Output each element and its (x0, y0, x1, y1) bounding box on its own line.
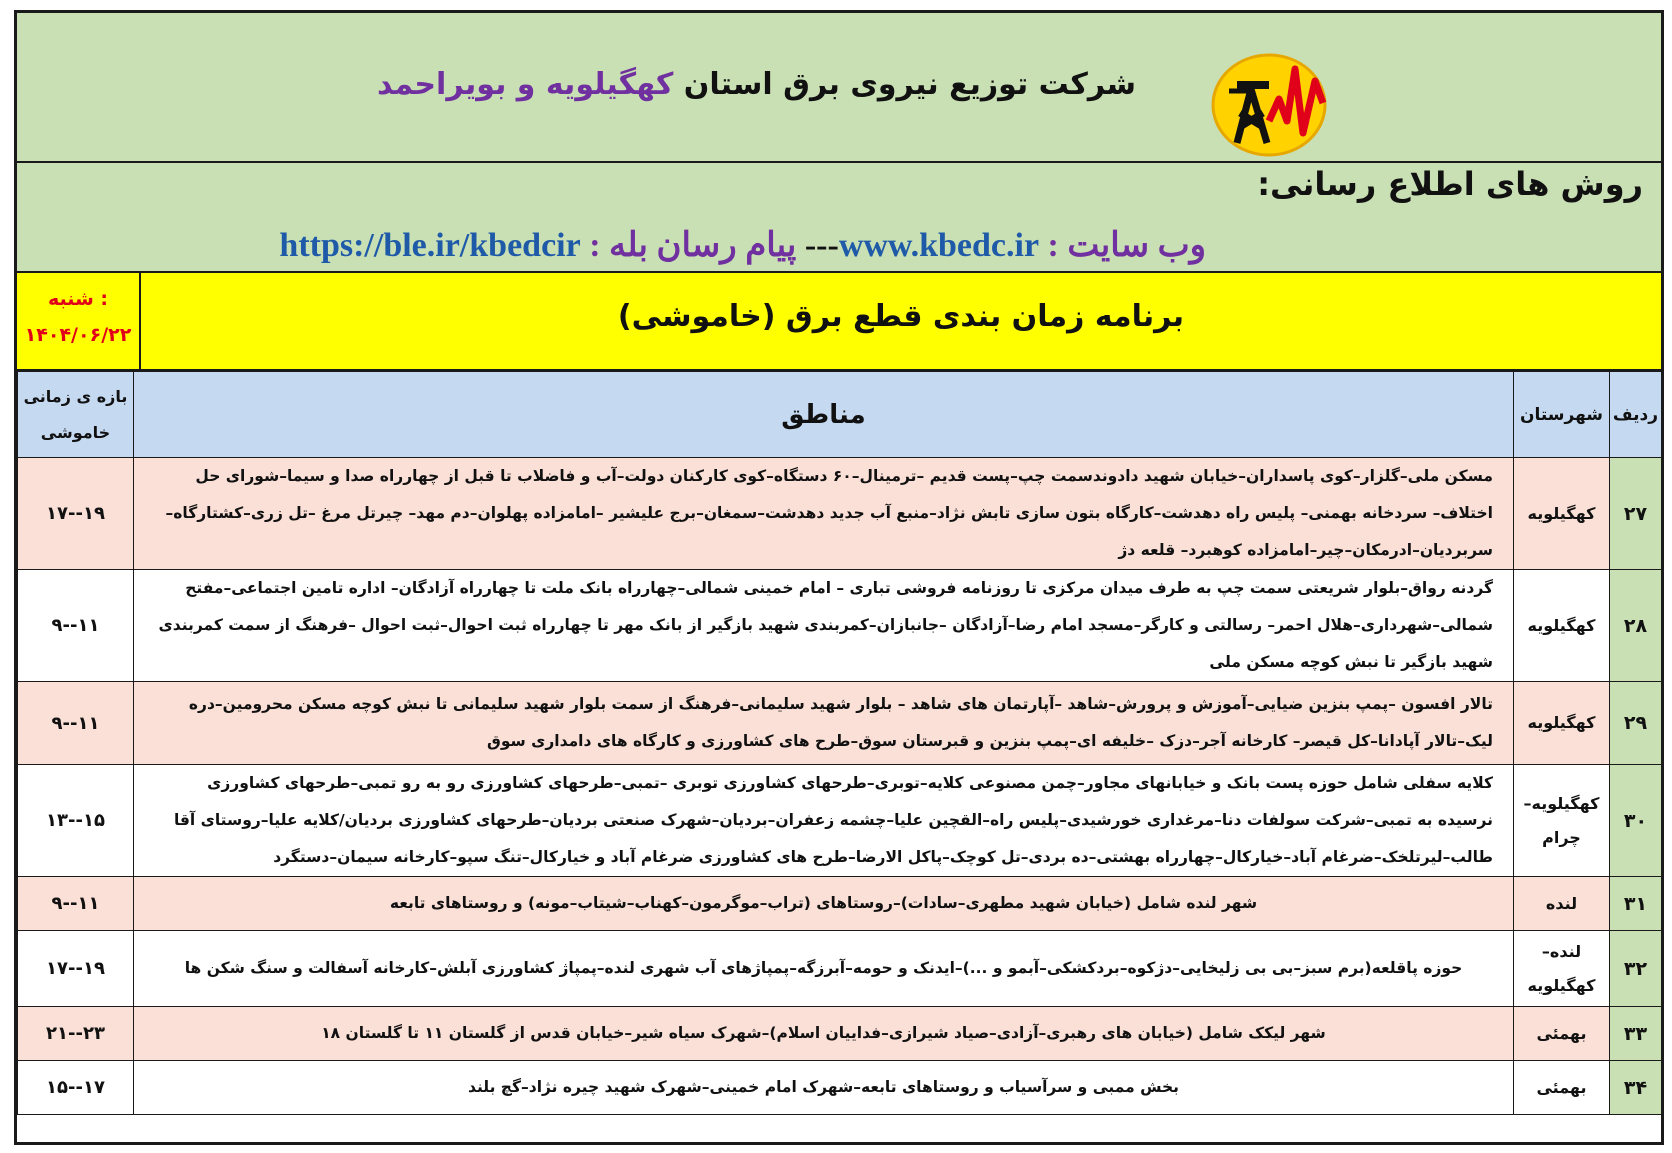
company-banner (17, 13, 1661, 163)
row-time-window: ۱۱--۹ (18, 877, 134, 931)
row-city: لنده (1514, 877, 1610, 931)
row-number: ۲۷ (1610, 458, 1662, 570)
row-time-window: ۱۹--۱۷ (18, 931, 134, 1007)
table-row (18, 765, 1662, 877)
contact-line (279, 225, 1206, 265)
website-label: وب سایت : (1047, 227, 1206, 264)
row-time-window: ۱۱--۹ (18, 570, 134, 682)
row-areas: مسکن ملی–گلزار–کوی پاسداران–خیابان شهید دادوندسمت چپ–پست قدیم –ترمینال–۶۰ دستگاه–کوی کارکنان دولت–آب و فاضلاب تا قبل از چهارراه صدا و سیما–شورای حل اختلاف– سردخانه بهمنی– پلیس راه دهدشت–کارگاه بتون سازی تابش نژاد–منبع آب جدید دهدشت–سمغان–برج علیشیر –امامزاده پهلوان–دم مهد– چیرتل مرغ –تل زری–کشتارگاه–سربردیان–ادرمکان–چیر–امامزاده کوهبرد– قلعه دژ (134, 458, 1514, 570)
row-time-window: ۱۹--۱۷ (18, 458, 134, 570)
table-header-row (18, 372, 1662, 458)
row-city: کهگیلویه (1514, 682, 1610, 765)
row-city: کهگیلویه– چرام (1514, 765, 1610, 877)
row-areas: تالار افسون –پمپ بنزین ضیایی–آموزش و پرورش–شاهد –آپارتمان های شاهد – بلوار شهید سلیمانی–فرهنگ از سمت بلوار شهید سلیمانی تا نبش کوچه مسکن محرومین–دره لیک–تالار آپادانا–کل قیصر– کارخانه آجر–دزک –خلیفه ای–پمپ بنزین و قبرستان سوق–طرح های کشاورزی و کارگاه های دامداری سوق (134, 682, 1514, 765)
row-number: ۳۲ (1610, 931, 1662, 1007)
website-link[interactable]: www.kbedc.ir (838, 227, 1040, 264)
row-time-window: ۱۱--۹ (18, 682, 134, 765)
row-time-window: ۱۵--۱۳ (18, 765, 134, 877)
table-row (18, 458, 1662, 570)
company-logo-icon (1207, 51, 1337, 159)
schedule-sheet (14, 10, 1664, 1145)
row-time-window: ۲۳--۲۱ (18, 1007, 134, 1061)
contact-separator: --- (804, 227, 839, 264)
table-row (18, 682, 1662, 765)
row-areas: گردنه رواق–بلوار شریعتی سمت چپ به طرف میدان مرکزی تا روزنامه فروشی تباری – امام خمینی شمالی–چهارراه بانک ملت تا چهارراه آزادگان– اداره تامین اجتماعی–مفتح شمالی–شهرداری–هلال احمر– رسالتی و کارگر–مسجد امام رضا–آزادگان –جانبازان–کمربندی شهید بازگیر از بانک مهر تا چهارراه ثبت احوال–ثبت احوال –فرهنگ از سمت کمربندی شهید بازگیر تا نبش کوچه مسکن ملی (134, 570, 1514, 682)
table-row (18, 1007, 1662, 1061)
row-areas: شهر لنده شامل (خیابان شهید مطهری–سادات)–روستاهای (تراب–موگرمون–کهناب–شیتاب–مونه) و روستاهای تابعه (134, 877, 1514, 931)
header-city: شهرستان (1514, 372, 1610, 458)
date-value: ۱۴۰۴/۰۶/۲۲ (24, 324, 132, 346)
province-name: کهگیلویه و بویراحمد (376, 67, 674, 102)
row-areas: شهر لیکک شامل (خیابان های رهبری–آزادی–صیاد شیرازی–فداییان اسلام)–شهرک سیاه شیر–خیابان قدس از گلستان ۱۱ تا گلستان ۱۸ (134, 1007, 1514, 1061)
messenger-link[interactable]: https://ble.ir/kbedcir (279, 227, 581, 264)
row-city: بهمئی (1514, 1061, 1610, 1115)
row-city: بهمئی (1514, 1007, 1610, 1061)
header-row-number: ردیف (1610, 372, 1662, 458)
row-areas: حوزه پاقلعه(برم سبز–بی بی زلیخایی–دژکوه–بردکشکی–آبمو و ...)–ایدنک و حومه–آبرزگه–پمپاژهای آب شهری لنده–پمپاژ کشاورزی آبلش–کارخانه آسفالت و سنگ شکن ها (134, 931, 1514, 1007)
row-areas: کلایه سفلی شامل حوزه پست بانک و خیابانهای مجاور–چمن مصنوعی کلایه–توبری–طرحهای کشاورزی توبری –تمبی–طرحهای کشاورزی رو به رو تمبی–طرحهای کشاورزی نرسیده به تمبی–شرکت سولفات دنا–مرغداری خورشیدی–پلیس راه–القچین علیا–چشمه زعفران–بردیان–شهرک صنعتی بردیان–طرحهای کشاورزی بردیان/کلایه علیا–روستای آقا طالب–لیرتلخک–ضرغام آباد–خیارکال–چهارراه بهشتی–ده بردی–تل کوچک–پاکل الارضا–طرح های کشاورزی ضرغام آباد و خیارکال–تنگ سپو–کارخانه سیمان–دستگرد (134, 765, 1514, 877)
row-city: لنده– کهگیلویه (1514, 931, 1610, 1007)
table-row (18, 570, 1662, 682)
row-number: ۲۸ (1610, 570, 1662, 682)
row-number: ۳۱ (1610, 877, 1662, 931)
row-areas: بخش ممبی و سرآسیاب و روستاهای تابعه–شهرک امام خمینی–شهرک شهید چیره نژاد–گچ بلند (134, 1061, 1514, 1115)
table-row (18, 1061, 1662, 1115)
company-name (377, 67, 1136, 102)
schedule-title-bar (17, 273, 1661, 371)
table-row (18, 877, 1662, 931)
company-name-prefix: شرکت توزیع نیروی برق استان (683, 67, 1136, 102)
row-number: ۲۹ (1610, 682, 1662, 765)
info-heading: روش های اطلاع رسانی: (1257, 165, 1643, 203)
day-label: شنبه : (48, 288, 108, 310)
date-cell (17, 273, 141, 369)
header-time-window: بازه ی زمانی خاموشی (18, 372, 134, 458)
row-number: ۳۳ (1610, 1007, 1662, 1061)
messenger-label: پیام رسان بله : (589, 227, 797, 264)
row-city: کهگیلویه (1514, 458, 1610, 570)
outage-table (17, 371, 1662, 1115)
header-areas: مناطق (134, 372, 1514, 458)
row-number: ۳۴ (1610, 1061, 1662, 1115)
info-section (17, 163, 1661, 273)
row-time-window: ۱۷--۱۵ (18, 1061, 134, 1115)
row-city: کهگیلویه (1514, 570, 1610, 682)
schedule-title: برنامه زمان بندی قطع برق (خاموشی) (617, 299, 1185, 334)
table-row (18, 931, 1662, 1007)
row-number: ۳۰ (1610, 765, 1662, 877)
